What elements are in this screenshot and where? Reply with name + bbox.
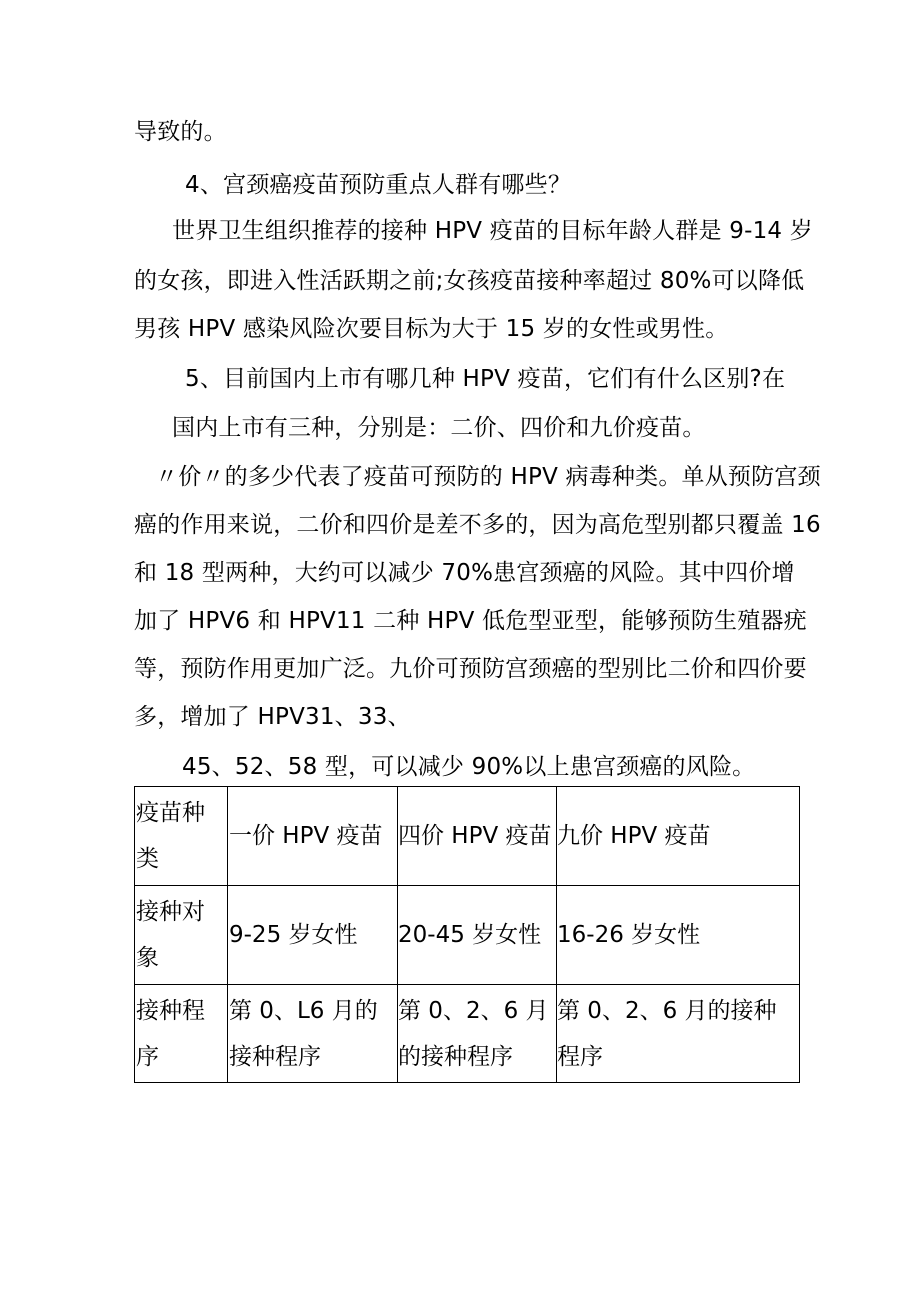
table-row-target-population [135,886,800,985]
table-row-vaccine-type [135,787,800,886]
hpv-vaccine-comparison-table [134,786,800,1083]
table-cell: 第 0、2、6 月的接种程序 [398,985,557,1083]
paragraph-line-9: 癌的作用来说，二价和四价是差不多的，因为高危型别都只覆盖 16 [134,512,821,538]
paragraph-line-3: 世界卫生组织推荐的接种 HPV 疫苗的目标年龄人群是 9-14 岁 [172,218,813,244]
paragraph-line-5: 男孩 HPV 感染风险次要目标为大于 15 岁的女性或男性。 [134,316,729,342]
table-cell-header: 接种对象 [135,886,228,985]
table-cell-header: 接种程序 [135,985,228,1083]
table-cell-header: 疫苗种类 [135,787,228,886]
table-cell: 九价 HPV 疫苗 [557,787,800,886]
paragraph-line-13: 多，增加了 HPV31、33、 [134,704,411,730]
question-4-heading: 4、宫颈癌疫苗预防重点人群有哪些？ [185,172,572,198]
table-cell: 16-26 岁女性 [557,886,800,985]
table-cell: 9-25 岁女性 [228,886,398,985]
table-cell: 第 0、2、6 月的接种程序 [557,985,800,1083]
paragraph-line-10: 和 18 型两种，大约可以减少 70%患宫颈癌的风险。其中四价增 [134,560,795,586]
paragraph-line-14: 45、52、58 型，可以减少 90%以上患宫颈癌的风险。 [182,754,756,780]
table-row-schedule [135,985,800,1083]
paragraph-line-1: 导致的。 [134,119,227,145]
question-5-heading: 5、目前国内上市有哪几种 HPV 疫苗，它们有什么区别?在 [185,366,786,392]
paragraph-line-7: 国内上市有三种，分别是：二价、四价和九价疫苗。 [172,415,706,441]
paragraph-line-4: 的女孩，即进入性活跃期之前;女孩疫苗接种率超过 80%可以降低 [134,268,805,294]
table-cell: 第 0、L6 月的接种程序 [228,985,398,1083]
table-cell: 四价 HPV 疫苗 [398,787,557,886]
table-cell: 20-45 岁女性 [398,886,557,985]
paragraph-line-8: 〃价〃的多少代表了疫苗可预防的 HPV 病毒种类。单从预防宫颈 [155,464,821,490]
paragraph-line-12: 等，预防作用更加广泛。九价可预防宫颈癌的型别比二价和四价要 [134,656,807,682]
paragraph-line-11: 加了 HPV6 和 HPV11 二种 HPV 低危型亚型，能够预防生殖器疣 [134,608,807,634]
table-cell: 一价 HPV 疫苗 [228,787,398,886]
